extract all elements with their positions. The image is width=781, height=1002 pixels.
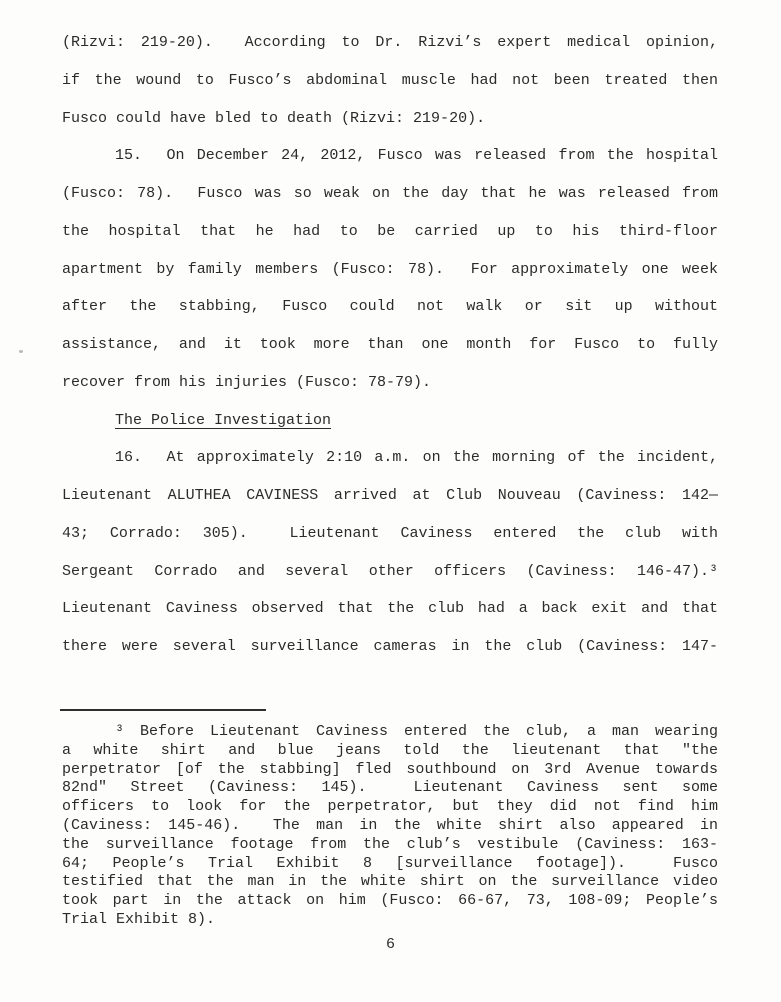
footnote-line: 64; People’s Trial Exhibit 8 [surveillance footage]). Fusco bbox=[62, 854, 718, 872]
body-line: (Fusco: 78). Fusco was so weak on the day that he was released from bbox=[62, 185, 718, 202]
body-line: 43; Corrado: 305). Lieutenant Caviness entered the club with bbox=[62, 524, 718, 542]
footnote-line: testified that the man in the white shirt on the surveillance video bbox=[62, 873, 718, 891]
body-text-block bbox=[62, 24, 718, 666]
footnote-block bbox=[62, 723, 718, 930]
footnote-line: perpetrator [of the stabbing] fled southbound on 3rd Avenue towards bbox=[62, 760, 718, 778]
body-line: the hospital that he had to be carried up to his third-floor bbox=[62, 222, 718, 240]
body-line: apartment by family members (Fusco: 78). For approximately one week bbox=[62, 260, 718, 278]
body-line: Sergeant Corrado and several other officers (Caviness: 146-47).³ bbox=[62, 562, 718, 580]
footnote-line: officers to look for the perpetrator, but they did not find him bbox=[62, 798, 718, 816]
body-line: Fusco could have bled to death (Rizvi: 219-20). bbox=[62, 109, 486, 127]
body-line: recover from his injuries (Fusco: 78-79). bbox=[62, 373, 432, 391]
footnote-line: (Caviness: 145-46). The man in the white shirt also appeared in bbox=[62, 816, 718, 834]
body-line: Lieutenant Caviness observed that the club had a back exit and that bbox=[62, 600, 718, 618]
body-line: Lieutenant ALUTHEA CAVINESS arrived at Club Nouveau (Caviness: 142— bbox=[62, 487, 718, 504]
body-line: (Rizvi: 219-20). According to Dr. Rizvi’s expert medical opinion, bbox=[62, 34, 718, 51]
section-heading bbox=[62, 402, 718, 440]
footnote-line: the surveillance footage from the club’s vestibule (Caviness: 163- bbox=[62, 835, 718, 853]
body-line-paragraph-15-start: 15. On December 24, 2012, Fusco was released from the hospital bbox=[115, 147, 718, 165]
body-line-paragraph-16-start: 16. At approximately 2:10 a.m. on the morning of the incident, bbox=[115, 449, 718, 467]
footnote-line: a white shirt and blue jeans told the lieutenant that "the bbox=[62, 741, 718, 759]
body-line: after the stabbing, Fusco could not walk or sit up without bbox=[62, 298, 718, 316]
body-line: there were several surveillance cameras in the club (Caviness: 147- bbox=[62, 638, 718, 655]
page-number: 6 bbox=[385, 936, 395, 953]
footnote-line: 82nd" Street (Caviness: 145). Lieutenant Caviness sent some bbox=[62, 779, 718, 797]
body-line: assistance, and it took more than one month for Fusco to fully bbox=[62, 336, 718, 353]
section-heading-text: The Police Investigation bbox=[115, 411, 332, 429]
footnote-line: Trial Exhibit 8). bbox=[62, 910, 216, 928]
footnote-separator-rule bbox=[60, 709, 266, 711]
footnote-line-3-start: ³ Before Lieutenant Caviness entered the club, a man wearing bbox=[115, 723, 718, 740]
footnote-line: took part in the attack on him (Fusco: 66-67, 73, 108-09; People’s bbox=[62, 892, 718, 910]
body-line: if the wound to Fusco’s abdominal muscle had not been treated then bbox=[62, 71, 718, 89]
scan-artifact-speck bbox=[19, 350, 23, 353]
